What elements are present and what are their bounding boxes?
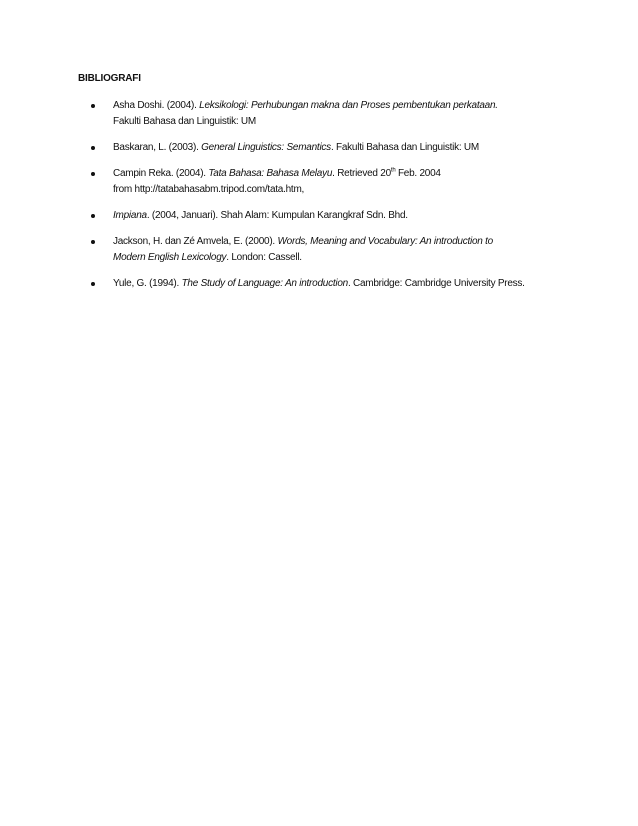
bullet-icon [91,172,95,176]
bibliography-list [78,98,598,302]
entry-publisher: . (2004, Januari). Shah Alam: Kumpulan Karangkraf Sdn. Bhd. [146,210,408,221]
entry-author-year: Yule, G. (1994). [113,278,182,289]
bibliography-heading: BIBLIOGRAFI [78,73,141,84]
list-item [78,234,598,266]
list-item [78,98,598,130]
entry-title: The Study of Language: An introduction [181,278,348,289]
list-item [78,166,598,198]
entry-source-url: from http://tatabahasabm.tripod.com/tata.htm, [113,184,305,195]
bullet-icon [91,240,95,244]
bullet-icon [91,146,95,150]
entry-title: General Linguistics: Semantics [201,142,331,153]
entry-title-continued: Modern English Lexicology [113,252,227,263]
bullet-icon [91,104,95,108]
bullet-icon [91,282,95,286]
entry-author-year: Jackson, H. dan Zé Amvela, E. (2000). [113,236,278,247]
list-item [78,208,598,224]
entry-title: Words, Meaning and Vocabulary: An introduction to [277,236,493,247]
entry-retrieved-date: Feb. 2004 [395,168,441,179]
entry-author-year: Campin Reka. (2004). [113,168,209,179]
list-item [78,276,598,292]
entry-publisher: . Cambridge: Cambridge University Press. [347,278,525,289]
entry-author-year: Baskaran, L. (2003). [113,142,202,153]
entry-title: Impiana [113,210,147,221]
entry-date-suffix: th [390,167,396,174]
list-item [78,140,598,156]
entry-title: Leksikologi: Perhubungan makna dan Proses pembentukan perkataan. [199,100,498,111]
entry-publisher: . London: Cassell. [226,252,302,263]
entry-publisher: . Fakulti Bahasa dan Linguistik: UM [330,142,479,153]
entry-author-year: Asha Doshi. (2004). [113,100,200,111]
entry-retrieved: . Retrieved 20 [332,168,391,179]
entry-publisher: Fakulti Bahasa dan Linguistik: UM [113,116,256,127]
entry-title: Tata Bahasa: Bahasa Melayu [208,168,333,179]
bullet-icon [91,214,95,218]
